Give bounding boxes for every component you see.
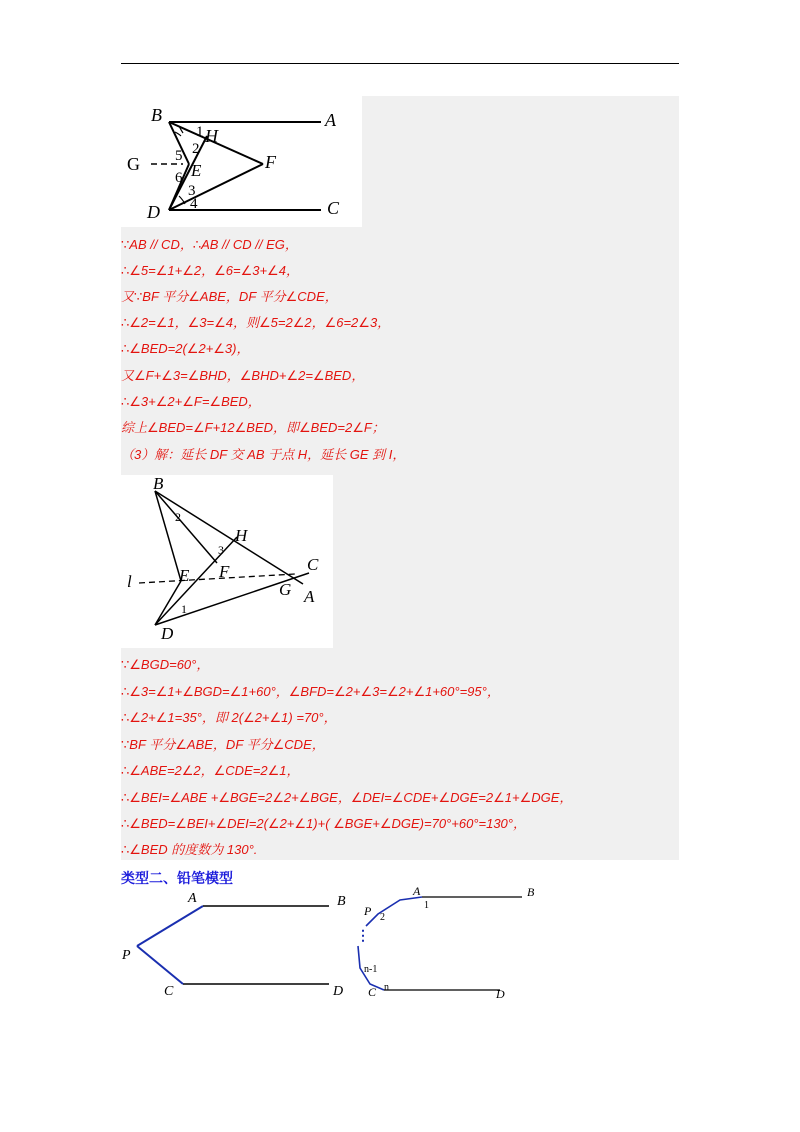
figure1-svg bbox=[121, 96, 362, 227]
text-line-10: ∵∠BGD=60°， bbox=[121, 657, 210, 672]
text-line-2: ∴∠5=∠1+∠2，∠6=∠3+∠4， bbox=[121, 263, 299, 278]
label-d: D bbox=[496, 987, 505, 1001]
line-l-dashed bbox=[139, 574, 295, 583]
text-line-16: ∴∠BED=∠BEI+∠DEI=2(∠2+∠1)+( ∠BGE+∠DGE)=70°+60°=130°， bbox=[121, 816, 526, 831]
text-line-7: ∴∠3+∠2+∠F=∠BED， bbox=[121, 394, 261, 409]
label-c: C bbox=[164, 984, 174, 999]
label-c: C bbox=[327, 198, 340, 218]
label-a: A bbox=[325, 110, 336, 130]
label-angle-2: 2 bbox=[380, 912, 385, 923]
label-angle-2: 2 bbox=[175, 510, 181, 524]
text-line-15: ∴∠BEI=∠ABE +∠BGE=2∠2+∠BGE，∠DEI=∠CDE+∠DGE=2∠1+∠DGE， bbox=[121, 790, 573, 805]
label-angle-4: 4 bbox=[190, 196, 198, 212]
label-b: B bbox=[151, 105, 162, 125]
label-d: D bbox=[161, 624, 174, 643]
label-angle-5: 5 bbox=[175, 148, 183, 164]
text-line-4: ∴∠2=∠1，∠3=∠4，则∠5=2∠2，∠6=2∠3， bbox=[121, 315, 391, 330]
polyline-upper-fold bbox=[366, 897, 422, 926]
text-line-13: ∵BF 平分∠ABE，DF 平分∠CDE， bbox=[121, 737, 325, 752]
line-pa bbox=[137, 906, 203, 946]
line-df bbox=[169, 164, 263, 210]
label-e: E bbox=[179, 566, 190, 585]
dots-ellipsis: ⋮ bbox=[356, 929, 370, 944]
label-angle-2: 2 bbox=[192, 141, 200, 157]
text-line-8: 综上∠BED=∠F+12∠BED，即∠BED=2∠F； bbox=[121, 420, 385, 435]
label-angle-n-minus-1: n-1 bbox=[364, 964, 378, 975]
label-g: G bbox=[127, 154, 140, 174]
label-angle-3: 3 bbox=[188, 183, 196, 199]
label-angle-1: 1 bbox=[424, 900, 429, 911]
label-angle-3: 3 bbox=[218, 543, 224, 557]
label-angle-1: 1 bbox=[196, 124, 204, 140]
label-f: F bbox=[219, 562, 230, 581]
label-e: E bbox=[191, 161, 202, 180]
label-c: C bbox=[368, 985, 377, 999]
label-angle-1: 1 bbox=[181, 602, 187, 616]
label-l: l bbox=[127, 572, 132, 591]
top-rule bbox=[121, 63, 679, 64]
label-h: H bbox=[235, 526, 248, 545]
label-d: D bbox=[147, 202, 160, 222]
line-de bbox=[155, 581, 181, 625]
label-b: B bbox=[527, 885, 535, 899]
solution-block bbox=[121, 96, 679, 860]
figure-parallel-lines-bisectors bbox=[121, 96, 362, 227]
label-d: D bbox=[333, 984, 344, 999]
text-line-6: 又∠F+∠3=∠BHD，∠BHD+∠2=∠BED， bbox=[121, 368, 365, 383]
label-b: B bbox=[153, 475, 164, 493]
label-a: A bbox=[413, 884, 421, 898]
text-line-1: ∵AB // CD，∴AB // CD // EG， bbox=[121, 237, 298, 252]
text-line-14: ∴∠ABE=2∠2，∠CDE=2∠1， bbox=[121, 763, 300, 778]
figure-extension-lines bbox=[121, 475, 333, 648]
line-bf bbox=[155, 491, 217, 563]
figure2-svg bbox=[121, 475, 333, 648]
label-f: F bbox=[265, 152, 276, 172]
text-line-17: ∴∠BED 的度数为 130°. bbox=[121, 842, 258, 857]
label-p: P bbox=[122, 948, 131, 963]
label-g: G bbox=[279, 580, 292, 599]
label-a: A bbox=[188, 891, 197, 906]
label-a: A bbox=[304, 587, 315, 606]
text-line-9: （3）解：延长 DF 交 AB 于点 H，延长 GE 到 I， bbox=[121, 447, 406, 462]
line-pc bbox=[137, 946, 183, 984]
label-h: H bbox=[205, 126, 218, 146]
text-line-12: ∴∠2+∠1=35°，即 2(∠2+∠1) =70°， bbox=[121, 710, 337, 725]
text-line-3: 又∵BF 平分∠ABE，DF 平分∠CDE， bbox=[121, 289, 338, 304]
label-c: C bbox=[307, 555, 319, 574]
figure-pencil-model bbox=[115, 888, 355, 1006]
figure-pencil-model-n-folds bbox=[350, 880, 550, 1004]
section-heading: 类型二、铅笔模型 bbox=[121, 871, 233, 887]
text-line-11: ∴∠3=∠1+∠BGD=∠1+60°，∠BFD=∠2+∠3=∠2+∠1+60°=95°， bbox=[121, 684, 500, 699]
label-angle-6: 6 bbox=[175, 170, 183, 186]
label-b: B bbox=[337, 894, 346, 909]
text-line-5: ∴∠BED=2(∠2+∠3)， bbox=[121, 341, 250, 356]
label-angle-n: n bbox=[384, 982, 389, 993]
label-p: P bbox=[364, 904, 372, 918]
